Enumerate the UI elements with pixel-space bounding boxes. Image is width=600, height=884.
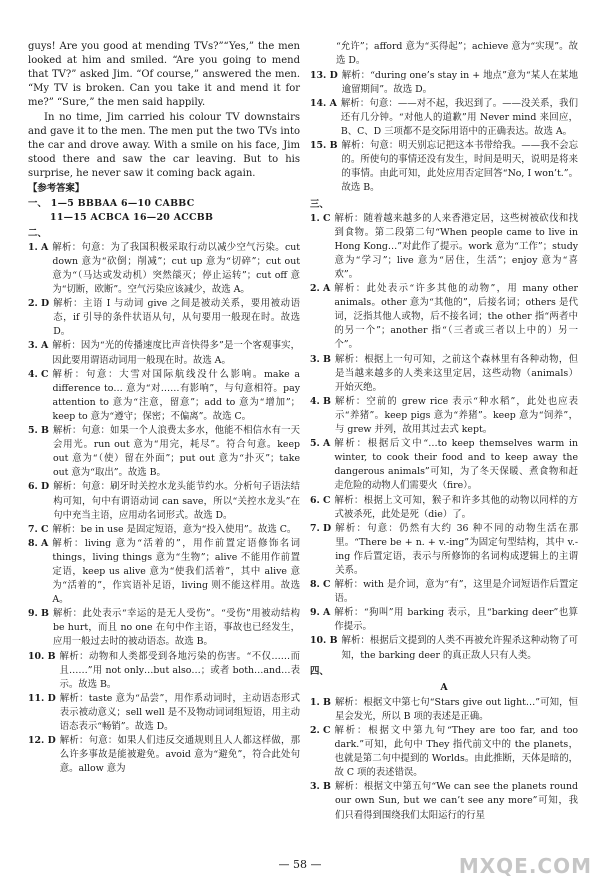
- item-explanation: 解析：根据文中第九句“They are too far, and too dark.”可知，此句中 They 指代前文中的 the planets，也就是第二句中提到的 Worlds。由此推断，天体是暗的，故 C 项的表述错误。: [334, 725, 578, 779]
- explanation-item: [310, 606, 578, 634]
- explanation-item: [310, 212, 578, 282]
- passage-paragraph: guys! Are you good at mending TVs?”“Yes,” the men looked at him and smiled. “Are you going to mend that TV?” asked Jim. “Of course,” answered the men. “My TV is broken. Can you take it and mend it for me?” “Sure,” the men said happily.: [28, 41, 300, 109]
- explanation-item: [310, 282, 578, 352]
- item-number: 3. B: [310, 781, 331, 793]
- item-explanation: 解析：be in use 是固定短语，意为“投入使用”。故选 C。: [52, 523, 297, 535]
- item-number: 4. C: [28, 368, 49, 380]
- explanation-item: [310, 724, 578, 780]
- item-number: 5. A: [310, 438, 331, 450]
- item-number: 3. B: [310, 353, 331, 365]
- answer-key-line: 1—5 BBBAA 6—10 CABBC: [50, 197, 195, 209]
- answer-key-line: 11—15 ACBCA 16—20 ACCBB: [50, 211, 214, 223]
- continuation-text: “允许”；afford 意为“买得起”；achieve 意为“实现”。故选 D。: [336, 41, 578, 67]
- item-explanation: 解析：“狗叫”用 barking 表示，且“barking deer”也算作提示。: [334, 607, 578, 633]
- explanation-item: [28, 650, 300, 692]
- item-explanation: 解析：taste 意为“品尝”，用作系动词时，主动语态形式表示被动意义；sell well 是不及物动词词组短语，用主动语态表示“畅销”。故选 D。: [59, 692, 300, 732]
- section-label: 三、: [310, 198, 329, 210]
- item-number: 10. B: [310, 635, 338, 647]
- item-explanation: 解析：因为“光的传播速度比声音快得多”是一个客观事实，因此要用谓语动词用一般现在时。故选 A。: [52, 340, 300, 366]
- item-number: 2. D: [28, 298, 50, 310]
- item-number: 1. C: [310, 212, 331, 224]
- item-number: 11. D: [28, 692, 56, 704]
- explanation-list: [310, 696, 578, 823]
- item-explanation: 解析：此处表示“许多其他的动物”，用 many other animals。other 意为“其他的”，后接名词；others 是代词，泛指其他人或物，后不接名词；the other 指“两者中的另一个”；another 指“（三者或三者以上中的）另一个”。: [334, 283, 578, 351]
- explanation-item: [28, 607, 300, 649]
- section-label: 四、: [310, 665, 329, 677]
- explanation-item: [310, 353, 578, 395]
- item-explanation: 解析：with 是介词，意为“有”，这里是介词短语作后置定语。: [334, 579, 578, 605]
- explanation-item: [28, 241, 300, 297]
- explanation-item: [310, 437, 578, 493]
- item-explanation: 解析：句意：刷牙时关控水龙头能节约水。分析句子语法结构可知，句中有谓语动词 can save，所以“关控水龙头”在句中充当主语，应用动名词形式。故选 D。: [53, 481, 300, 521]
- item-number: 12. D: [28, 735, 56, 747]
- item-explanation: 解析：句意：如果一个人浪费太多水，他能不相信水有一天会用光。run out 意为“用完，耗尽”。符合句意。keep out 意为“（使）留在外面”；put out 意为“扑灭”；take out 意为“取出”。故选 B。: [52, 425, 300, 479]
- explanation-item: [310, 69, 578, 97]
- item-number: 1. A: [28, 241, 49, 253]
- item-number: 9. A: [310, 607, 331, 619]
- explanation-item: [28, 692, 300, 734]
- explanation-item: [310, 139, 578, 195]
- explanation-item: [28, 523, 300, 537]
- item-number: 9. B: [28, 608, 49, 620]
- item-number: 7. D: [310, 522, 332, 534]
- explanation-item: [310, 395, 578, 437]
- explanation-item: [310, 522, 578, 578]
- item-explanation: 解析：“during one’s stay in + 地点”意为“某人在某地逾留期间”。故选 D。: [341, 69, 578, 95]
- item-number: 1. B: [310, 696, 331, 708]
- item-number: 4. B: [310, 395, 331, 407]
- item-number: 6. D: [28, 481, 50, 493]
- item-explanation: 解析：根据文中第五句“We can see the planets round our own Sun, but we can’t see any more”可知，我们只看得到围绕我们太阳运行的行星: [334, 781, 578, 821]
- item-explanation: 解析：空前的 grew rice 表示“种水稻”，此处也应表示“养猪”。keep pigs 意为“养猪”。keep 意为“饲养”，与 grew 并列，故用其过去式 kept。: [334, 395, 578, 436]
- item-explanation: 解析：动物和人类都受到各地污染的伤害。“不仅……而且……”用 not only…but also…；或者 both…and…表示。故选 B。: [59, 650, 300, 690]
- explanation-item: [28, 480, 300, 522]
- item-explanation: 解析：主语 I 与动词 give 之间是被动关系，要用被动语态，if 引导的条件状语从句，从句要用一般现在时。故选 D。: [53, 298, 300, 338]
- watermark-logo: MXQE.COM: [458, 854, 592, 878]
- section-1-answers: [28, 197, 300, 211]
- explanation-item: [28, 368, 300, 424]
- explanation-item: [28, 734, 300, 776]
- item-explanation: 解析：随着越来越多的人来香港定居，这些树被砍伐和找到食物。第二段第二句“When people came to live in Hong Kong…”对此作了提示。work 意为“工作”；study 意为“学习”；live 意为“居住，生活”；enjoy 意为“喜欢”。: [334, 212, 578, 280]
- explanation-item: [310, 578, 578, 606]
- right-column: [310, 40, 578, 823]
- item-number: 2. C: [310, 725, 331, 736]
- section-label: 二、: [28, 227, 47, 239]
- passage-paragraph: In no time, Jim carried his colour TV downstairs and gave it to the men. The men put the two TVs into the car and drove away. With a smile on his face, Jim stood there and saw the car leaving. But to his surprise, he never saw it coming back again.: [28, 111, 300, 180]
- item-explanation: 解析：根据上文可知，猴子和许多其他的动物以同样的方式被杀死，此处是死（die）了。: [334, 494, 578, 520]
- explanation-item: [310, 634, 578, 662]
- item-number: 3. A: [28, 340, 49, 352]
- left-column: [28, 40, 300, 776]
- item-number: 10. B: [28, 650, 56, 662]
- item-explanation: 解析：句意：如果人们违反交通规则且人人都这样做，那么许多事故是能被避免。avoid 意为“避免”，符合此处句意。allow 意为: [59, 735, 300, 775]
- page-number: — 58 —: [278, 858, 322, 871]
- explanation-item: [28, 339, 300, 367]
- item-explanation: 解析：句意：明天别忘记把这本书带给我。——我不会忘的。所使句的事情还没有发生，时间是明天，说明是将来的事情。由此可知，此处应用否定回答“No, I won’t.”。故选 B。: [341, 140, 578, 194]
- item-number: 2. A: [310, 283, 331, 295]
- item-explanation: 解析：living 意为“活着的”，用作前置定语修饰名词 things，living things 意为“生物”；alive 不能用作前置定语，keep us alive 意为“使我们活着”，其中 alive 意为“活着的”，作宾语补足语，living 则不能这样用。故选 A。: [52, 537, 300, 606]
- item-number: 14. A: [310, 97, 337, 109]
- item-explanation: 解析：根据上一句可知，之前这个森林里有各种动物，但是当越来越多的人类来这里定居，这些动物（animals）开始灭绝。: [334, 353, 578, 393]
- item-number: 8. C: [310, 579, 331, 591]
- item-explanation: 解析：句意：为了我国积极采取行动以减少空气污染。cut down 意为“砍倒；削减”；cut up 意为“切碎”；cut out 意为“（马达或发动机）突然燄灭；停止运转”；cut off 意为“切断，欧断”。空气污染应该减少，故选 A。: [52, 241, 300, 296]
- item-explanation: 解析：根据后文中“…to keep themselves warm in winter, to cook their food and to keep away the dangerous animals”可知，为了冬天保暖、煮食物和赶走危险的动物人们需要火（fire）。: [334, 438, 578, 492]
- explanation-list: [310, 69, 578, 196]
- explanation-item: [28, 297, 300, 339]
- explanation-item: [28, 424, 300, 480]
- explanation-item: [310, 494, 578, 522]
- explanation-list: [310, 212, 578, 663]
- item-explanation: 解析：根据文中第七句“Stars give out light…”可知，恒星会发光，所以 B 项的表述是正确。: [334, 696, 578, 722]
- passage-letter: A: [440, 681, 448, 693]
- item-number: 13. D: [310, 69, 338, 81]
- item-number: 5. B: [28, 425, 49, 437]
- item-explanation: 解析：句意：——对不起，我迟到了。——没关系，我们还有几分钟。“对他人的道歉”用 Never mind 来回应，B、C、D 三项都不是交际用语中的正确表达。故选 A。: [340, 97, 578, 138]
- item-number: 8. A: [28, 537, 49, 549]
- item-number: 6. C: [310, 494, 331, 506]
- item-explanation: 解析：此处表示“幸运的是无人受伤”。“受伤”用被动结构 be hurt，而且 no one 在句中作主语，事故也已经发生，应用一般过去时的被动语态。故选 B。: [52, 608, 300, 648]
- item-number: 15. B: [310, 140, 338, 152]
- item-explanation: 解析：句意：大雪对国际航线没什么影响。make a difference to… 意为“对……有影响”，与句意相符。pay attention to 意为“注意，留意”；add to 意为“增加”；keep to 意为“遵守；保密；不偏离”。故选 C。: [52, 368, 300, 422]
- item-explanation: 解析：句意：仍然有大约 36 种不同的动物生活在那里。“There be + n. + v.-ing”为固定句型结构，其中 v.-ing 作后置定语，表示与所修饰的名词构成逻辑上的主谓关系。: [335, 522, 578, 576]
- answer-header: 【参考答案】: [28, 182, 85, 194]
- explanation-item: [310, 696, 578, 724]
- explanation-item: [310, 97, 578, 139]
- section-label: 一、: [28, 197, 47, 209]
- explanation-item: [310, 780, 578, 822]
- explanation-list: [28, 241, 300, 777]
- item-explanation: 解析：根据后文提到的人类不再被允许猩杀这种动物了可知，the barking deer 的真正敌人只有人类。: [341, 635, 578, 661]
- item-number: 7. C: [28, 523, 49, 535]
- explanation-item: [28, 537, 300, 607]
